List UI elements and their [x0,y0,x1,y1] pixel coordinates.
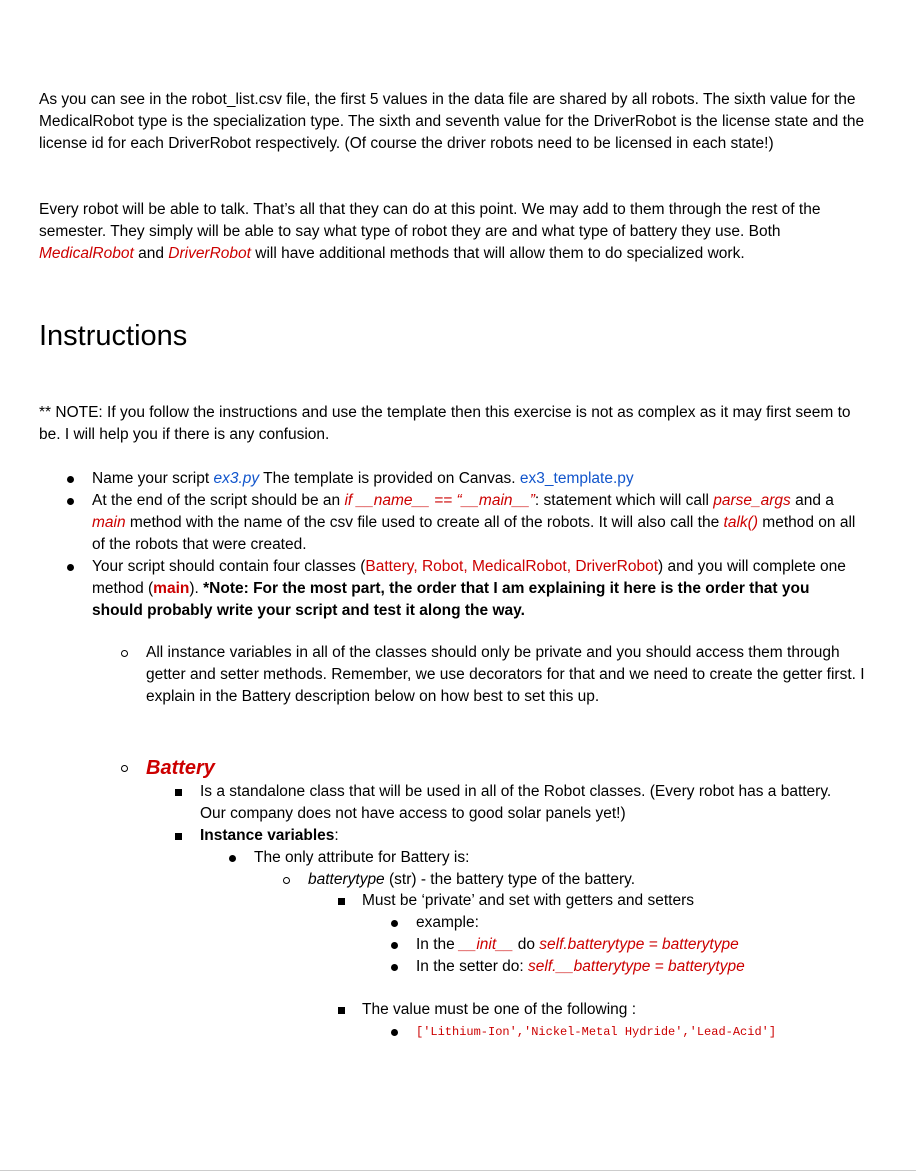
sub-bullet-circle [121,765,128,772]
only-attribute-text: The only attribute for Battery is: [254,849,470,866]
sub-bullet-circle [283,877,290,884]
template-link[interactable]: ex3_template.py [519,470,634,487]
bullet-dot [391,942,398,949]
iv-colon: : [334,827,339,844]
class-list: Battery, Robot, MedicalRobot, DriverRobot [365,558,659,575]
allowed-values-list: ['Lithium-Ion','Nickel-Metal Hydride','Lead-Acid'] [416,1025,777,1039]
bullet-main-statement [92,490,867,556]
order-note: *Note: For the most part, the order that I am explaining it here is the order that you should probably write your script and test it along the way. [92,580,810,619]
init-code: self.batterytype = batterytype [539,936,739,953]
main-method-bold: main [153,580,190,597]
allowed-values-text: The value must be one of the following : [362,1001,636,1018]
example-label: example: [416,914,479,931]
talk-paragraph [39,199,869,265]
bullet-dot [229,855,236,862]
setter-text-a: In the setter do: [416,958,529,975]
bullet2-text-b: : statement which will call [534,492,714,509]
script-filename: ex3.py [213,470,260,487]
bullet3-text-b: ) and you will complete one method ( [92,558,846,597]
batterytype-name: batterytype [308,871,385,888]
bullet-dot [67,476,74,483]
bullet-dot [391,920,398,927]
bullet2-text-a: At the end of the script should be an [92,492,345,509]
driver-robot-ref: DriverRobot [168,245,251,262]
main-method-ref: main [92,514,126,531]
bullet-script-name [92,468,872,490]
bullet2-text-d: method with the name of the csv file used to create all of the robots. It will also call the [125,514,724,531]
square-bullet [175,833,182,840]
bullet2-text-c: and a [790,492,834,509]
intro-paragraph: As you can see in the robot_list.csv file, the first 5 values in the data file are shared by all robots. The sixth value for the MedicalRobot type is the specialization type. The sixth and seventh value for the DriverRobot is the license state and the license id for each DriverRobot respectively. (Of course the driver robots need to be licensed in each state!) [39,91,865,152]
bullet-dot [391,1029,398,1036]
talk-text-b: will have additional methods that will allow them to do specialized work. [250,245,745,262]
instructions-heading: Instructions [39,320,188,352]
bullet1-text-a: Name your script [92,470,214,487]
batterytype-desc: (str) - the battery type of the battery. [384,871,636,888]
bullet3-text-c: ). [189,580,204,597]
if-main-statement: if __name__ == “__main__” [344,492,535,509]
page-divider [0,1170,916,1171]
bullet-dot [391,964,398,971]
battery-description: Is a standalone class that will be used in all of the Robot classes. (Every robot has a battery. Our company does not have access to good solar panels yet!) [200,783,832,822]
setter-example [416,956,745,978]
iv-label: Instance variables [200,827,335,844]
bullet-classes [92,556,862,622]
init-text-a: In the [416,936,460,953]
square-bullet [338,898,345,905]
setter-code: self.__batterytype = batterytype [528,958,745,975]
medical-robot-ref: MedicalRobot [39,245,134,262]
square-bullet [338,1007,345,1014]
bullet3-text-a: Your script should contain four classes ( [92,558,366,575]
bullet-dot [67,498,74,505]
init-text-b: do [513,936,540,953]
bullet2-text-e: method on all of the robots that were created. [92,514,856,553]
and-text: and [133,245,169,262]
talk-method-ref: talk() [723,514,758,531]
bullet1-text-b: The template is provided on Canvas. [259,470,520,487]
battery-heading: Battery [146,757,215,779]
batterytype-attribute [308,869,635,891]
private-vars-item: All instance variables in all of the classes should only be private and you should access them through getter and setter methods. Remember, we use decorators for that and we need to create the getter first. I explain in the Battery description below on how best to set this up. [146,644,865,705]
parse-args-ref: parse_args [713,492,791,509]
talk-text-a: Every robot will be able to talk. That’s all that they can do at this point. We may add to them through the rest of the semester. They simply will be able to say what type of robot they are and what type of battery they use. Both [39,201,821,240]
sub-bullet-circle [121,650,128,657]
init-keyword: __init__ [459,936,514,953]
instance-variables-label [200,825,339,847]
bullet-dot [67,564,74,571]
note-paragraph: ** NOTE: If you follow the instructions and use the template then this exercise is not as complex as it may first seem to be. I will help you if there is any confusion. [39,404,851,443]
init-example [416,934,739,956]
private-setter-text: Must be ‘private’ and set with getters and setters [362,892,694,909]
square-bullet [175,789,182,796]
